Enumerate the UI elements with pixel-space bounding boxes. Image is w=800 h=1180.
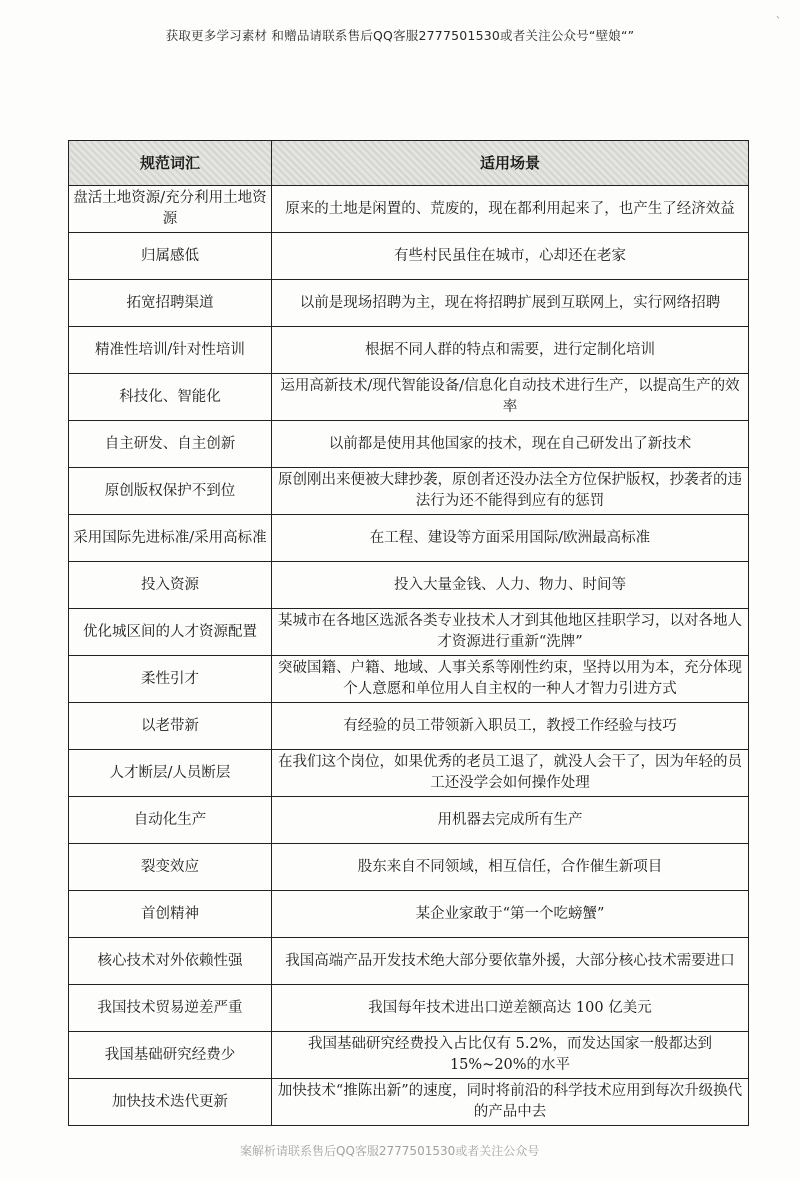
table-row (69, 797, 749, 844)
header-note: 获取更多学习素材 和赠品请联系售后QQ客服2777501530或者关注公众号“壁娘“” (165, 28, 635, 43)
scenario-cell: 原来的土地是闲置的、荒废的，现在都利用起来了，也产生了经济效益 (272, 186, 749, 233)
term-cell: 投入资源 (69, 562, 272, 609)
term-cell: 首创精神 (69, 891, 272, 938)
table-row (69, 1079, 749, 1126)
term-cell: 裂变效应 (69, 844, 272, 891)
term-cell: 加快技术迭代更新 (69, 1079, 272, 1126)
term-cell: 我国基础研究经费少 (69, 1032, 272, 1079)
table-row (69, 327, 749, 374)
table-row (69, 938, 749, 985)
table-row (69, 421, 749, 468)
term-cell: 优化城区间的人才资源配置 (69, 609, 272, 656)
scenario-cell: 我国基础研究经费投入占比仅有 5.2%，而发达国家一般都达到 15%~20%的水平 (272, 1032, 749, 1079)
table-row (69, 186, 749, 233)
corner-mark: 、 (776, 10, 786, 21)
column-header-term: 规范词汇 (69, 141, 272, 186)
scenario-cell: 有些村民虽住在城市，心却还在老家 (272, 233, 749, 280)
scenario-cell: 在我们这个岗位，如果优秀的老员工退了，就没人会干了，因为年轻的员工还没学会如何操作处理 (272, 750, 749, 797)
scenario-cell: 以前都是使用其他国家的技术，现在自己研发出了新技术 (272, 421, 749, 468)
scenario-cell: 用机器去完成所有生产 (272, 797, 749, 844)
term-cell: 柔性引才 (69, 656, 272, 703)
table-row (69, 233, 749, 280)
scenario-cell: 原创刚出来便被大肆抄袭，原创者还没办法全方位保护版权，抄袭者的违法行为还不能得到应有的惩罚 (272, 468, 749, 515)
scenario-cell: 有经验的员工带领新入职员工，教授工作经验与技巧 (272, 703, 749, 750)
term-cell: 自动化生产 (69, 797, 272, 844)
term-cell: 原创版权保护不到位 (69, 468, 272, 515)
footer-watermark-text: 案解析请联系售后QQ客服2777501530或者关注公众号 (240, 1144, 540, 1158)
term-cell: 精准性培训/针对性培训 (69, 327, 272, 374)
table-row (69, 750, 749, 797)
table-row (69, 891, 749, 938)
scenario-cell: 运用高新技术/现代智能设备/信息化自动技术进行生产，以提高生产的效率 (272, 374, 749, 421)
table-row (69, 1032, 749, 1079)
term-cell: 自主研发、自主创新 (69, 421, 272, 468)
table-row (69, 280, 749, 327)
column-header-scenario: 适用场景 (272, 141, 749, 186)
scenario-cell: 突破国籍、户籍、地域、人事关系等刚性约束，坚持以用为本，充分体现个人意愿和单位用人自主权的一种人才智力引进方式 (272, 656, 749, 703)
table-row (69, 703, 749, 750)
scenario-cell: 某城市在各地区选派各类专业技术人才到其他地区挂职学习，以对各地人才资源进行重新“洗牌” (272, 609, 749, 656)
table-row (69, 844, 749, 891)
table-row (69, 468, 749, 515)
term-cell: 科技化、智能化 (69, 374, 272, 421)
table-row (69, 374, 749, 421)
vocabulary-table (68, 140, 749, 1126)
scenario-cell: 根据不同人群的特点和需要，进行定制化培训 (272, 327, 749, 374)
term-cell: 核心技术对外依赖性强 (69, 938, 272, 985)
term-cell: 采用国际先进标准/采用高标准 (69, 515, 272, 562)
table-row (69, 985, 749, 1032)
term-cell: 拓宽招聘渠道 (69, 280, 272, 327)
table-header-row (69, 141, 749, 186)
scenario-cell: 我国高端产品开发技术绝大部分要依靠外援，大部分核心技术需要进口 (272, 938, 749, 985)
table-row (69, 515, 749, 562)
scenario-cell: 以前是现场招聘为主，现在将招聘扩展到互联网上，实行网络招聘 (272, 280, 749, 327)
table-row (69, 656, 749, 703)
scenario-cell: 股东来自不同领域，相互信任，合作催生新项目 (272, 844, 749, 891)
term-cell: 以老带新 (69, 703, 272, 750)
term-cell: 我国技术贸易逆差严重 (69, 985, 272, 1032)
scenario-cell: 在工程、建设等方面采用国际/欧洲最高标准 (272, 515, 749, 562)
scenario-cell: 我国每年技术进出口逆差额高达 100 亿美元 (272, 985, 749, 1032)
table-row (69, 609, 749, 656)
table-row (69, 562, 749, 609)
term-cell: 盘活土地资源/充分利用土地资源 (69, 186, 272, 233)
scenario-cell: 加快技术“推陈出新”的速度，同时将前沿的科学技术应用到每次升级换代的产品中去 (272, 1079, 749, 1126)
scenario-cell: 投入大量金钱、人力、物力、时间等 (272, 562, 749, 609)
term-cell: 归属感低 (69, 233, 272, 280)
term-cell: 人才断层/人员断层 (69, 750, 272, 797)
scenario-cell: 某企业家敢于“第一个吃螃蟹” (272, 891, 749, 938)
